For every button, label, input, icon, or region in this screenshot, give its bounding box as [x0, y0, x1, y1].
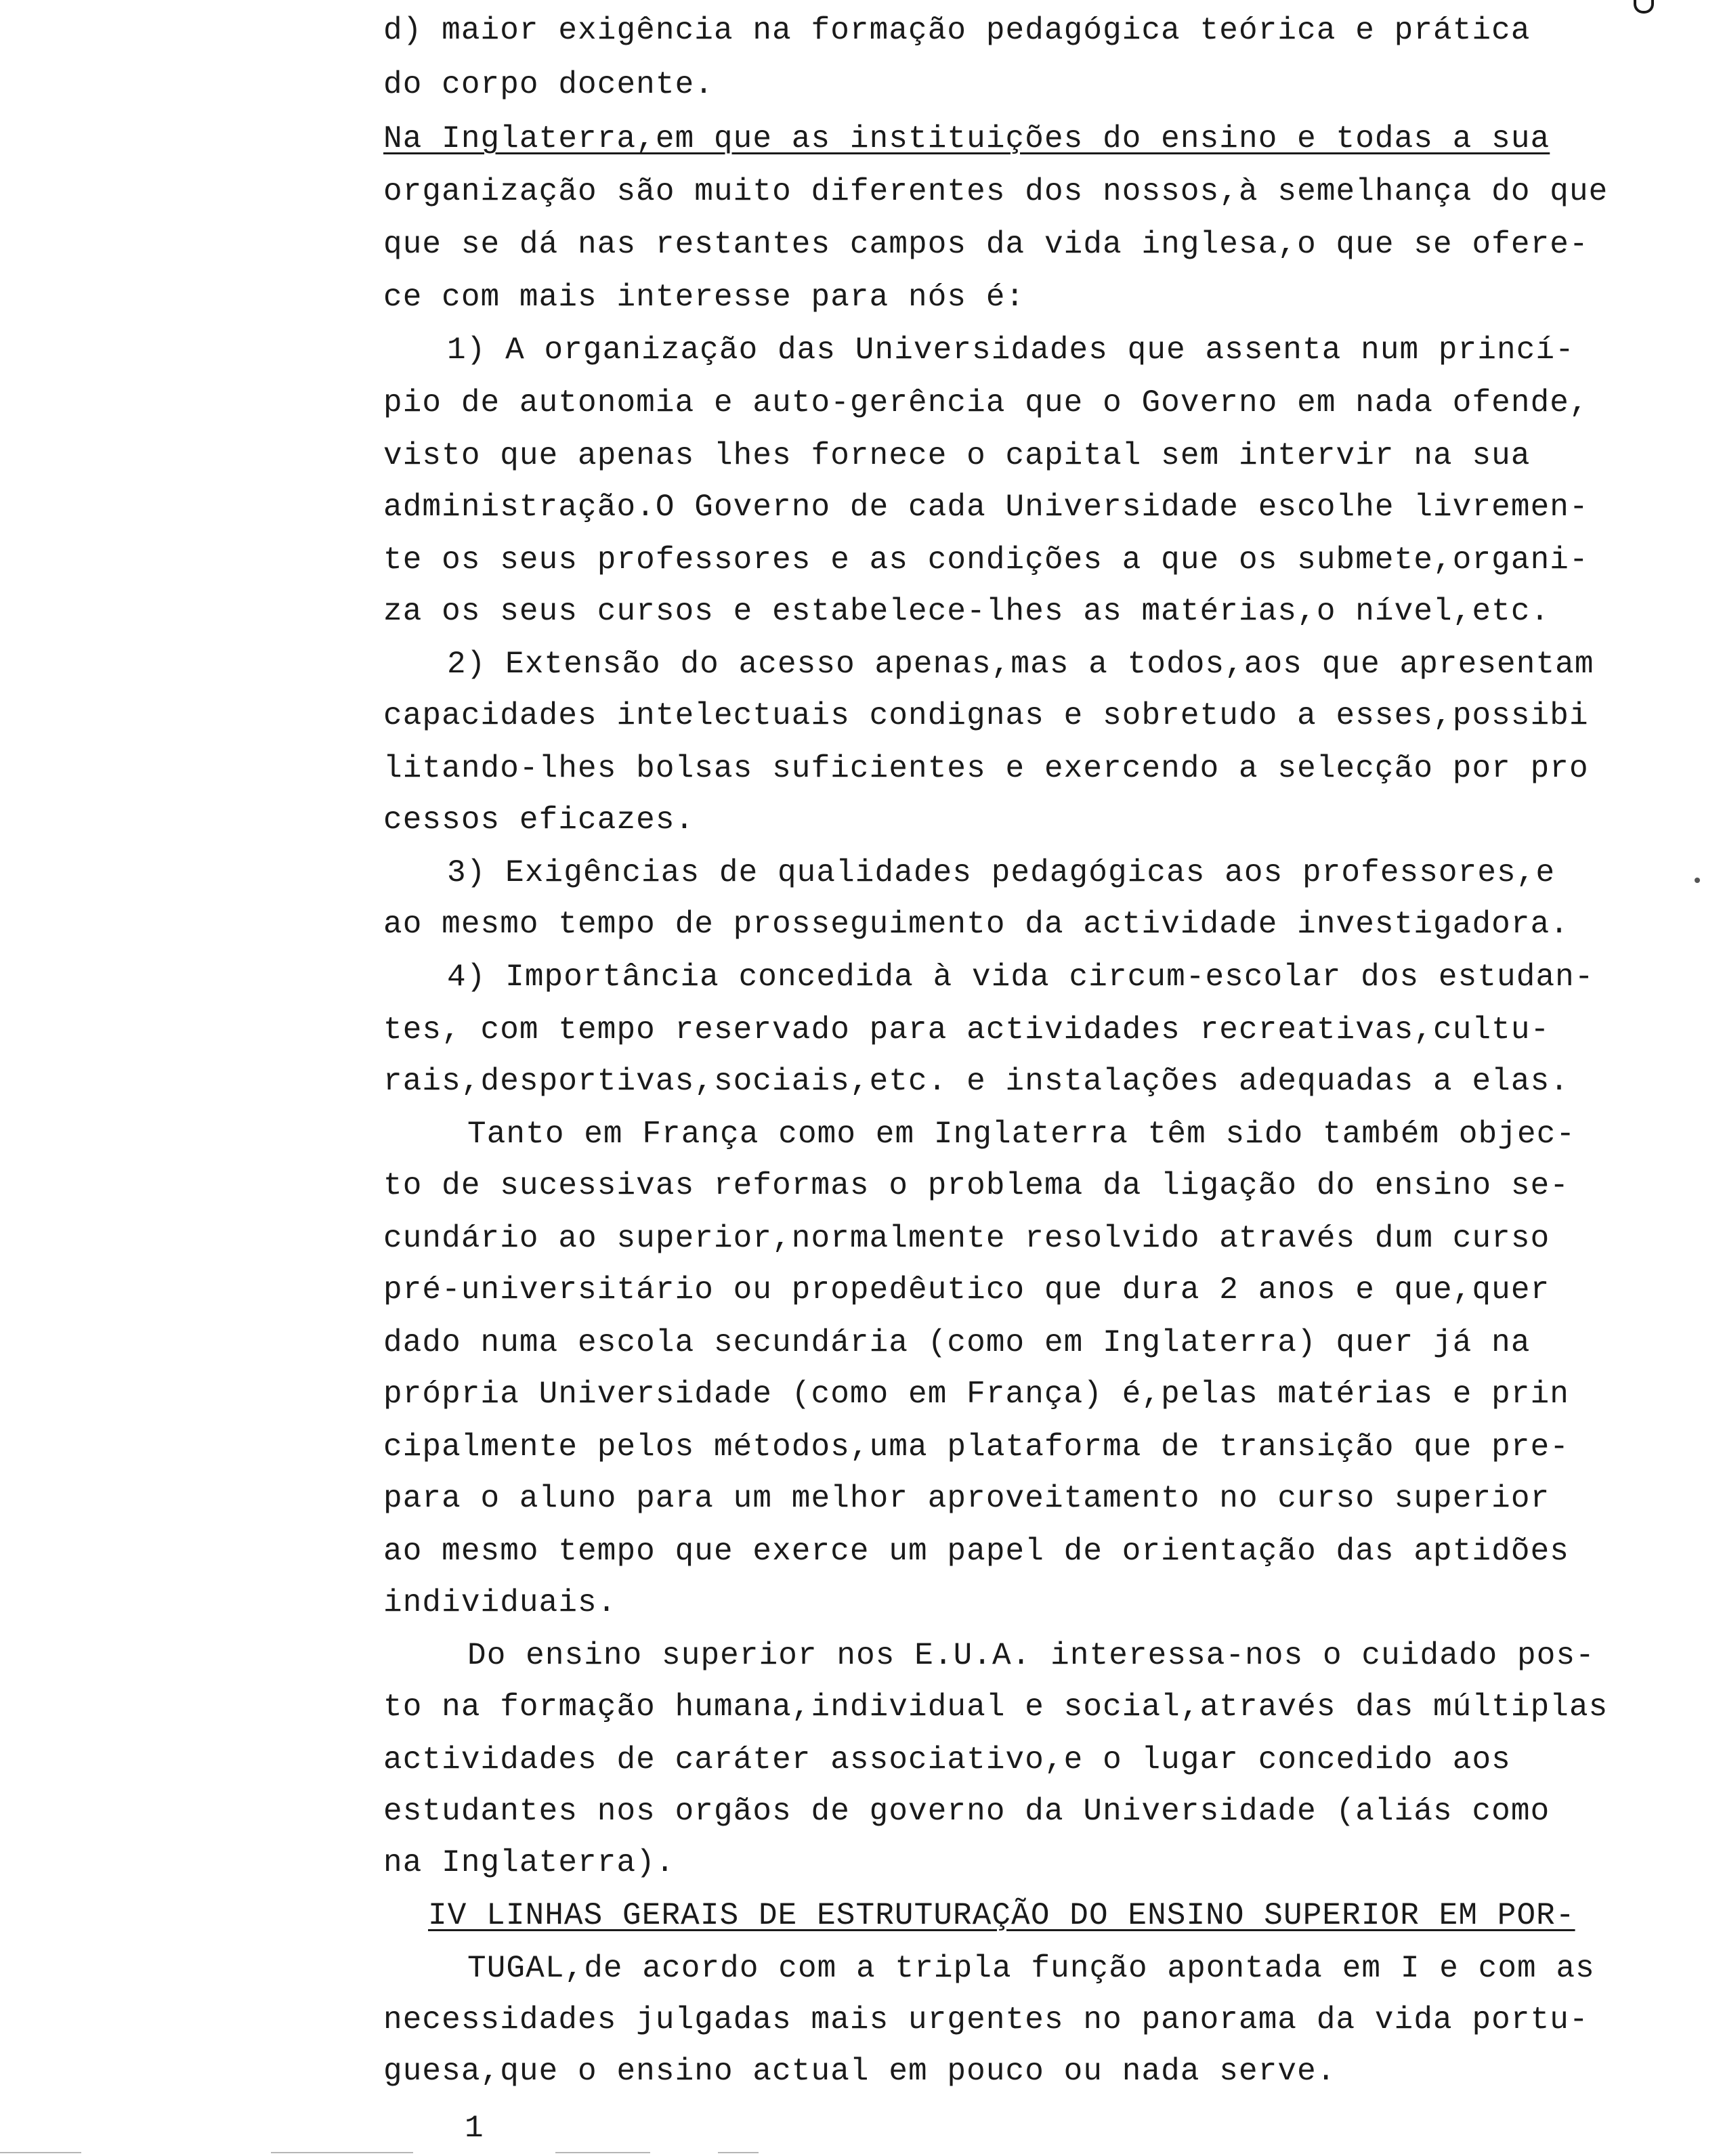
text-line-23: to de sucessivas reformas o problema da ligação do ensino se-: [383, 1168, 1569, 1203]
text-line-8: pio de autonomia e auto-gerência que o Governo em nada ofende,: [383, 385, 1589, 421]
text-line-22: Tanto em França como em Inglaterra têm sido também objec-: [467, 1117, 1576, 1152]
text-line-34: actividades de caráter associativo,e o lugar concedido aos: [383, 1742, 1511, 1777]
text-line-7: 1) A organização das Universidades que assenta num princí-: [447, 332, 1575, 368]
text-line-13: 2) Extensão do acesso apenas,mas a todos,aos que apresentam: [447, 647, 1594, 682]
text-line-40: guesa,que o ensino actual em pouco ou nada serve.: [383, 2054, 1336, 2089]
text-line-36: na Inglaterra).: [383, 1845, 675, 1880]
text-line-28: cipalmente pelos métodos,uma plataforma de transição que pre-: [383, 1429, 1569, 1465]
text-line-12: za os seus cursos e estabelece-lhes as matérias,o nível,etc.: [383, 594, 1550, 629]
text-line-32: Do ensino superior nos E.U.A. interessa-nos o cuidado pos-: [467, 1638, 1595, 1673]
text-line-17: 3) Exigências de qualidades pedagógicas aos professores,e: [447, 855, 1556, 890]
section-heading-iv: IV LINHAS GERAIS DE ESTRUTURAÇÃO DO ENSINO SUPERIOR EM POR-: [428, 1898, 1575, 1933]
text-line-10: administração.O Governo de cada Universidade escolhe livremen-: [383, 490, 1589, 525]
text-line-29: para o aluno para um melhor aproveitamento no curso superior: [383, 1481, 1550, 1516]
text-line-30: ao mesmo tempo que exerce um papel de orientação das aptidões: [383, 1534, 1569, 1569]
text-line-33: to na formação humana,individual e social,através das múltiplas: [383, 1689, 1609, 1725]
text-line-18: ao mesmo tempo de prosseguimento da actividade investigadora.: [383, 907, 1569, 942]
text-line-38: TUGAL,de acordo com a tripla função apontada em I e com as: [467, 1951, 1595, 1986]
text-line-11: te os seus professores e as condições a que os submete,organi-: [383, 542, 1589, 578]
scan-edge-segment: [271, 2152, 413, 2153]
scan-edge-segment: [555, 2152, 650, 2153]
text-line-3: Na Inglaterra,em que as instituições do ensino e todas a sua: [383, 121, 1550, 156]
text-line-35: estudantes nos orgãos de governo da Universidade (aliás como: [383, 1794, 1550, 1829]
text-line-15: litando-lhes bolsas suficientes e exercendo a selecção por pro: [383, 751, 1589, 786]
text-line-4: organização são muito diferentes dos nossos,à semelhança do que: [383, 174, 1609, 209]
text-line-6: ce com mais interesse para nós é:: [383, 280, 1025, 315]
margin-dot: [1695, 878, 1700, 883]
text-line-24: cundário ao superior,normalmente resolvido através dum curso: [383, 1221, 1550, 1256]
scan-edge-segment: [0, 2152, 81, 2153]
text-line-25: pré-universitário ou propedêutico que dura 2 anos e que,quer: [383, 1272, 1550, 1308]
text-line-27: própria Universidade (como em França) é,pelas matérias e prin: [383, 1377, 1569, 1412]
corner-ink-mark: [1634, 0, 1654, 14]
text-line-5: que se dá nas restantes campos da vida inglesa,o que se ofere-: [383, 227, 1589, 262]
text-line-39: necessidades julgadas mais urgentes no panorama da vida portu-: [383, 2002, 1589, 2038]
text-line-26: dado numa escola secundária (como em Inglaterra) quer já na: [383, 1325, 1531, 1360]
text-line-19: 4) Importância concedida à vida circum-escolar dos estudan-: [447, 960, 1594, 995]
text-line-14: capacidades intelectuais condignas e sobretudo a esses,possibi: [383, 698, 1589, 733]
text-line-16: cessos eficazes.: [383, 802, 695, 838]
text-line-1: d) maior exigência na formação pedagógica teórica e prática: [383, 13, 1531, 48]
page-number: 1: [465, 2111, 484, 2146]
text-line-31: individuais.: [383, 1585, 617, 1620]
text-line-2: do corpo docente.: [383, 67, 714, 102]
scan-edge-segment: [718, 2152, 759, 2153]
text-line-20: tes, com tempo reservado para actividades recreativas,cultu-: [383, 1012, 1550, 1048]
text-line-21: rais,desportivas,sociais,etc. e instalações adequadas a elas.: [383, 1064, 1569, 1099]
text-line-9: visto que apenas lhes fornece o capital sem intervir na sua: [383, 438, 1531, 473]
